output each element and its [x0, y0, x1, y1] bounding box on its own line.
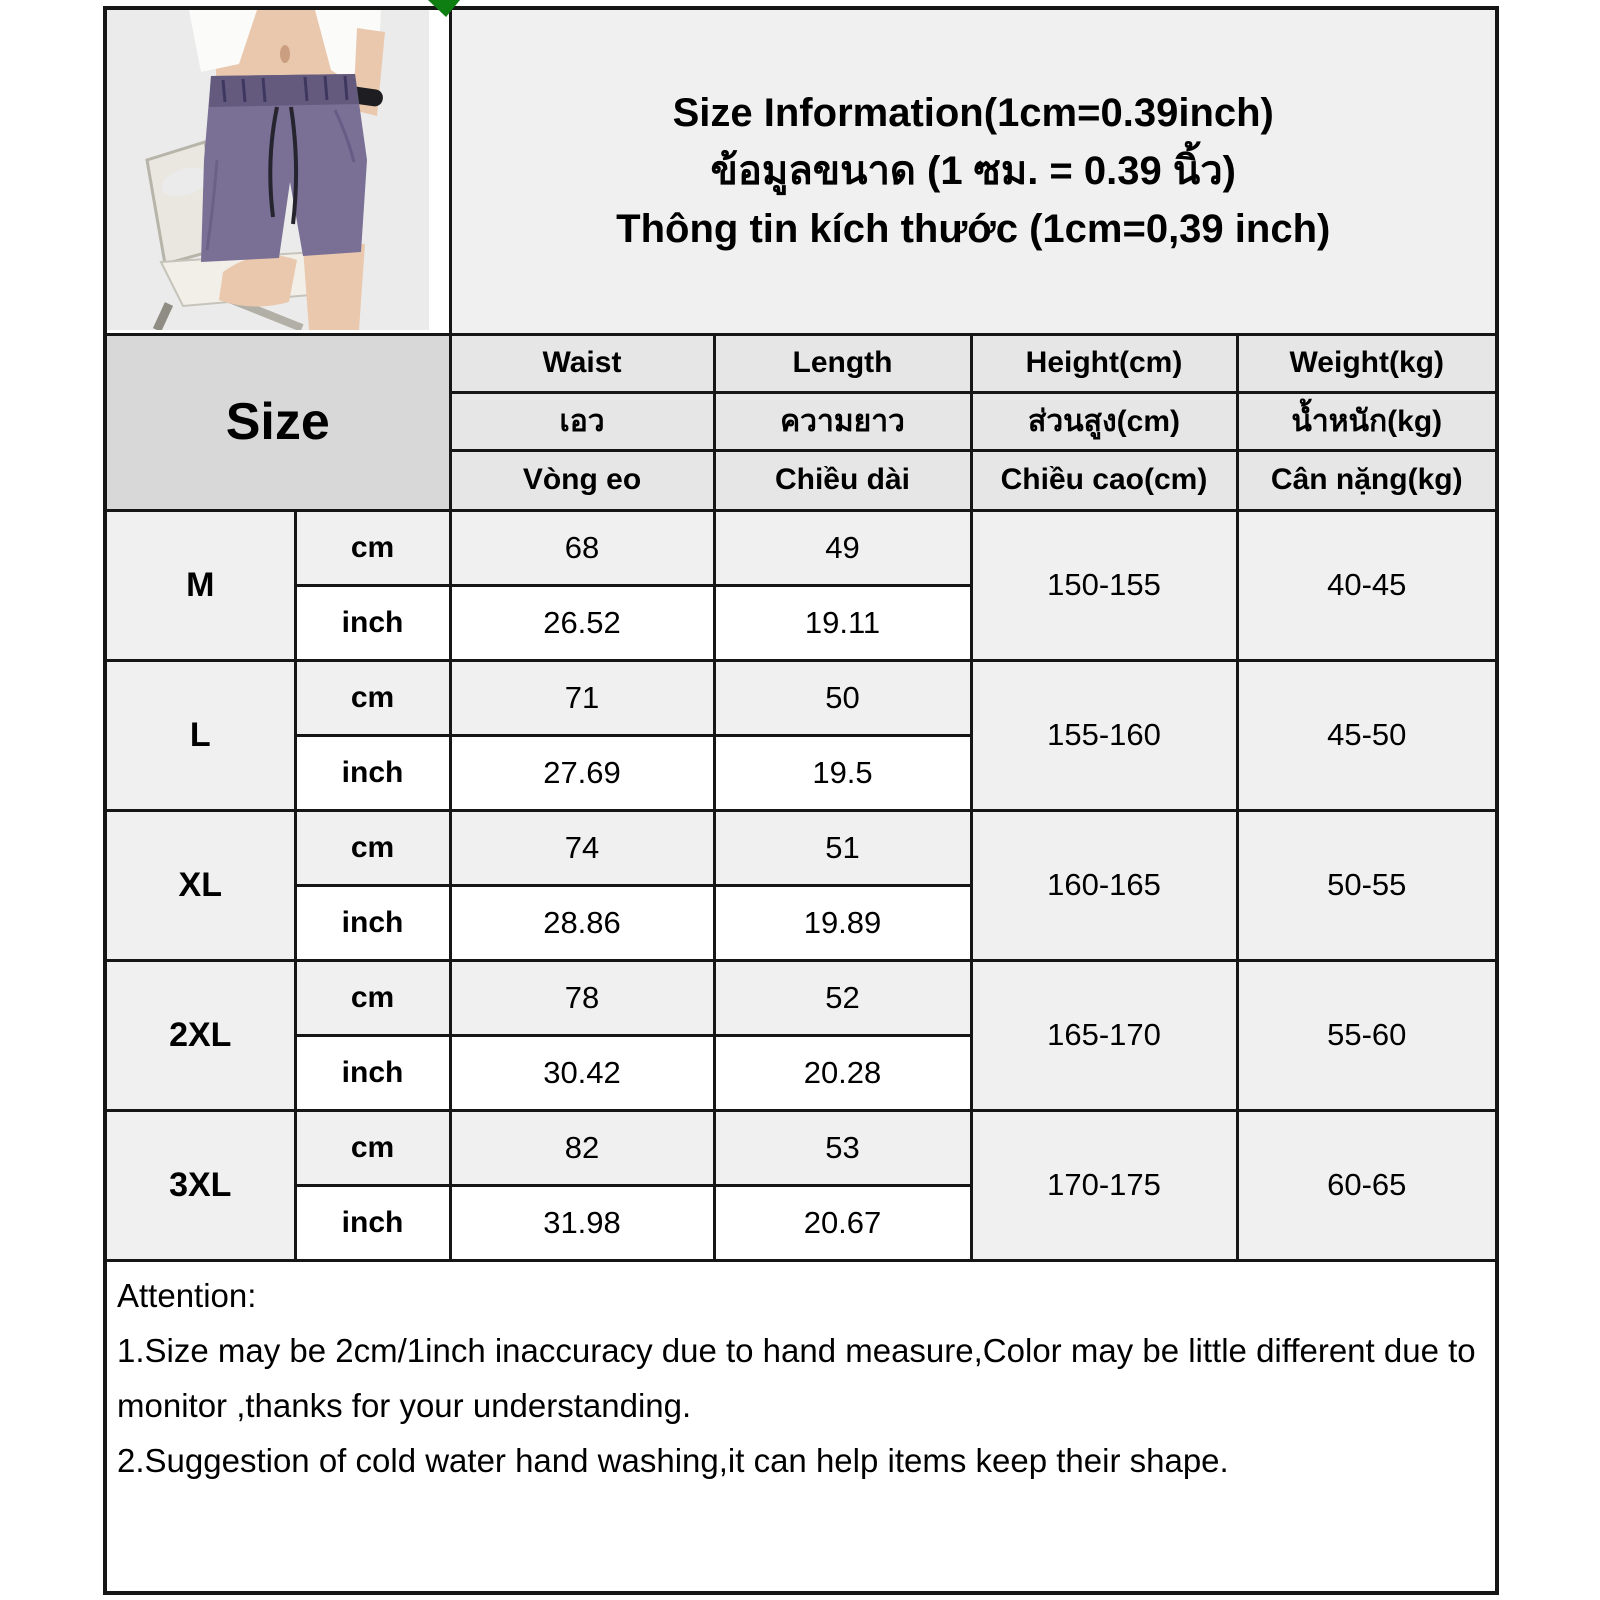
attention-box [105, 1260, 1497, 1593]
unit-cm: cm [295, 810, 450, 885]
table-row [105, 660, 1497, 735]
length-cm-value: 49 [714, 510, 971, 585]
title-en: Size Information(1cm=0.39inch) [672, 91, 1274, 136]
table-row [105, 960, 1497, 1035]
length-inch-value: 19.89 [714, 885, 971, 960]
waist-cm-value: 78 [450, 960, 714, 1035]
waist-inch-value: 30.42 [450, 1035, 714, 1110]
col-header-waist-th: เอว [450, 392, 714, 450]
col-header-weight-vi: Cân nặng(kg) [1237, 450, 1497, 510]
unit-inch: inch [295, 1185, 450, 1260]
title-vi: Thông tin kích thước (1cm=0,39 inch) [616, 207, 1331, 252]
title-th: ข้อมูลขนาด (1 ซม. = 0.39 นิ้ว) [710, 149, 1236, 194]
col-header-length-en: Length [714, 334, 971, 392]
unit-inch: inch [295, 735, 450, 810]
weight-range: 55-60 [1237, 960, 1497, 1110]
waist-cm-value: 71 [450, 660, 714, 735]
length-inch-value: 19.5 [714, 735, 971, 810]
col-header-weight-th: น้ำหนัก(kg) [1237, 392, 1497, 450]
table-row [105, 810, 1497, 885]
size-label-2xl: 2XL [105, 960, 295, 1110]
waist-cm-value: 74 [450, 810, 714, 885]
length-cm-value: 51 [714, 810, 971, 885]
unit-inch: inch [295, 585, 450, 660]
length-inch-value: 20.28 [714, 1035, 971, 1110]
col-header-length-th: ความยาว [714, 392, 971, 450]
col-header-waist-vi: Vòng eo [450, 450, 714, 510]
table-row [105, 510, 1497, 585]
attention-note-2: 2.Suggestion of cold water hand washing,it can help items keep their shape. [117, 1441, 1229, 1479]
size-information-table [103, 6, 1499, 1595]
waist-inch-value: 26.52 [450, 585, 714, 660]
waist-cm-value: 82 [450, 1110, 714, 1185]
weight-range: 60-65 [1237, 1110, 1497, 1260]
unit-inch: inch [295, 885, 450, 960]
attention-heading: Attention: [117, 1276, 257, 1314]
size-label-l: L [105, 660, 295, 810]
length-inch-value: 20.67 [714, 1185, 971, 1260]
size-label-3xl: 3XL [105, 1110, 295, 1260]
height-range: 150-155 [971, 510, 1237, 660]
product-image [107, 10, 429, 330]
waist-inch-value: 28.86 [450, 885, 714, 960]
weight-range: 40-45 [1237, 510, 1497, 660]
length-cm-value: 52 [714, 960, 971, 1035]
green-corner-marker-icon [426, 0, 460, 17]
weight-range: 45-50 [1237, 660, 1497, 810]
unit-inch: inch [295, 1035, 450, 1110]
size-label-m: M [105, 510, 295, 660]
height-range: 155-160 [971, 660, 1237, 810]
weight-range: 50-55 [1237, 810, 1497, 960]
length-cm-value: 50 [714, 660, 971, 735]
waist-cm-value: 68 [450, 510, 714, 585]
col-header-weight-en: Weight(kg) [1237, 334, 1497, 392]
height-range: 160-165 [971, 810, 1237, 960]
unit-cm: cm [295, 660, 450, 735]
waist-inch-value: 31.98 [450, 1185, 714, 1260]
unit-cm: cm [295, 960, 450, 1035]
size-header: Size [105, 334, 450, 510]
unit-cm: cm [295, 510, 450, 585]
col-header-height-th: ส่วนสูง(cm) [971, 392, 1237, 450]
size-label-xl: XL [105, 810, 295, 960]
col-header-height-en: Height(cm) [971, 334, 1237, 392]
waist-inch-value: 27.69 [450, 735, 714, 810]
unit-cm: cm [295, 1110, 450, 1185]
height-range: 170-175 [971, 1110, 1237, 1260]
product-photo-cell [105, 8, 450, 334]
col-header-length-vi: Chiều dài [714, 450, 971, 510]
col-header-height-vi: Chiều cao(cm) [971, 450, 1237, 510]
title-block [450, 8, 1497, 334]
length-cm-value: 53 [714, 1110, 971, 1185]
table-row [105, 1110, 1497, 1185]
length-inch-value: 19.11 [714, 585, 971, 660]
col-header-waist-en: Waist [450, 334, 714, 392]
height-range: 165-170 [971, 960, 1237, 1110]
attention-note-1: 1.Size may be 2cm/1inch inaccuracy due to hand measure,Color may be little different due to monitor ,thanks for your understanding. [117, 1331, 1476, 1424]
